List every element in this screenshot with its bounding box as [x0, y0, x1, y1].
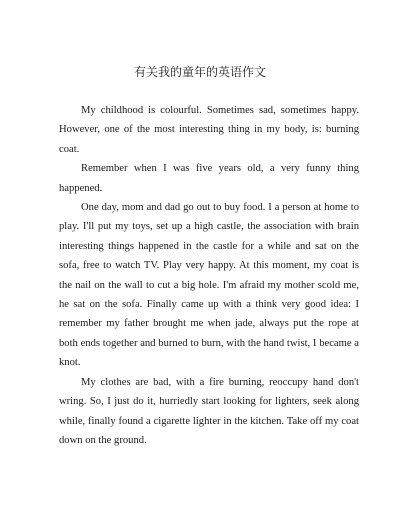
document-title: 有关我的童年的英语作文	[133, 65, 266, 79]
paragraph-1: My childhood is colourful. Sometimes sad, sometimes happy. However, one of the most interesting thing in my body, is: burning coat.	[59, 105, 359, 155]
paragraph-4: My clothes are bad, with a fire burning, reoccupy hand don't wring. So, I just do it, hurriedly start looking for lighters, seek along while, finally found a cigarette lighter in the kitchen. Take off my coat down on the ground.	[59, 376, 359, 446]
paragraph-3: One day, mom and dad go out to buy food. I a person at home to play. I'll put my toys, set up a high castle, the association with brain interesting things happened in the castle for a while and sat on the sofa, free to watch TV. Play very happy. At this moment, my coat is the nail on the wall to cut a big hole. I'm afraid my mother scold me, he sat on the sofa. Finally came up with a think very good idea: I remember my father brought me when jade, always put the rope at both ends together and burned to burn, with the hand twist, I became a knot.	[59, 202, 359, 369]
document-body	[59, 101, 359, 450]
paragraph-2: Remember when I was five years old, a very funny thing happened.	[59, 163, 359, 194]
